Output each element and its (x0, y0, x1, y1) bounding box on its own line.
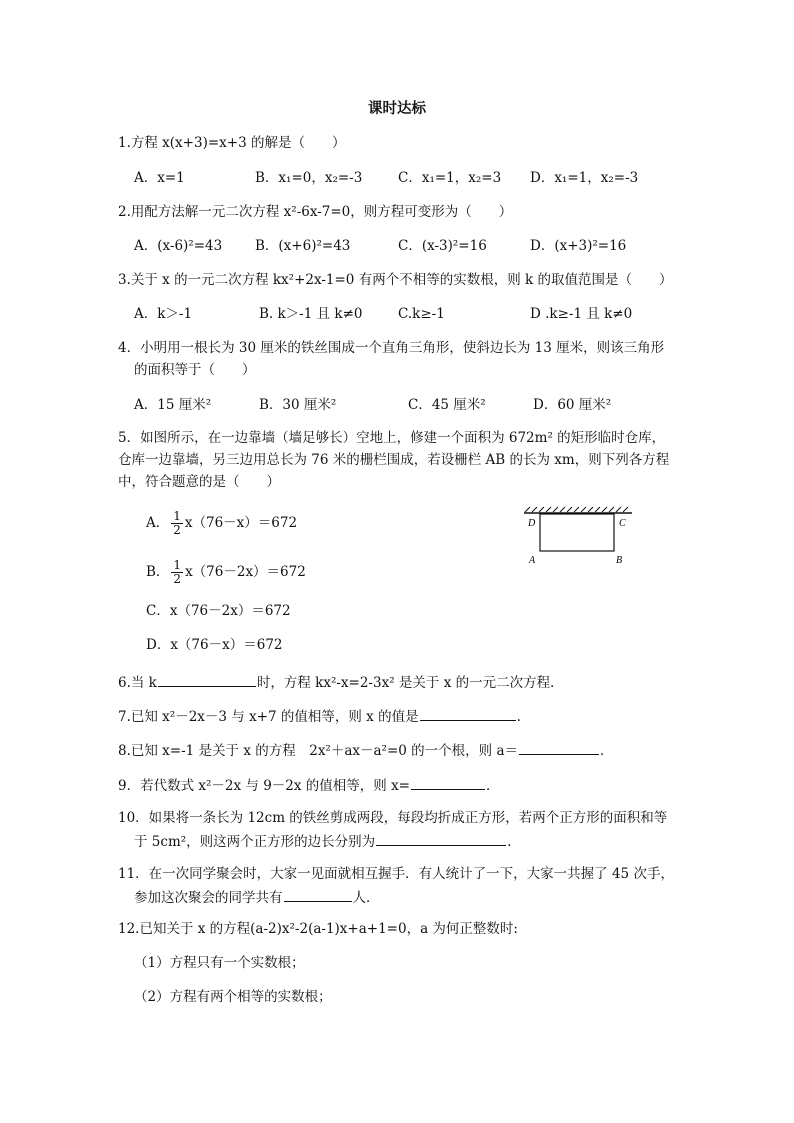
q4-option-d: D．60 厘米² (533, 397, 612, 413)
q5-option-b (146, 559, 306, 586)
point-label-a: A (529, 555, 536, 566)
point-label-b: B (616, 555, 623, 566)
fraction-one-half: $\frac{1}{2}$ (173, 558, 182, 586)
question-12-part-1: （1）方程只有一个实数根； (134, 955, 305, 971)
q4-option-a: A．15 厘米² (134, 397, 212, 413)
q4-option-c: C．45 厘米² (408, 397, 486, 413)
answer-blank[interactable] (411, 775, 485, 790)
question-12-part-2: （2）方程有两个相等的实数根； (134, 989, 332, 1005)
q5-option-a-label: A． (146, 515, 170, 531)
warehouse-diagram (522, 506, 634, 568)
q1-option-d: D．x₁=1，x₂=-3 (530, 170, 639, 186)
question-5-stem: 5．如图所示，在一边靠墙（墙足够长）空地上，修建一个面积为 672m² 的矩形临时仓库， (118, 430, 666, 446)
q5-option-d: D．x（76－x）＝672 (146, 637, 283, 653)
question-6: 6.当 k 时，方程 kx²-x=2-3x² 是关于 x 的一元二次方程． (118, 672, 564, 692)
question-1-stem: 1.方程 x(x+3)=x+3 的解是（ ） (118, 135, 346, 151)
q3-option-a: A．k＞-1 (134, 306, 193, 322)
point-label-d: D (528, 518, 536, 529)
q5-option-a (146, 510, 297, 537)
answer-blank[interactable] (284, 887, 352, 902)
answer-blank[interactable] (158, 672, 256, 687)
q5-option-b-expr: x（76－2x）＝672 (185, 564, 306, 580)
question-4-stem: 4．小明用一根长为 30 厘米的铁丝围成一个直角三角形，使斜边长为 13 厘米，则该三角形 (118, 340, 665, 356)
question-11: 11．在一次同学聚会时，大家一见面就相互握手．有人统计了一下，大家一共握了 45 次手， (118, 866, 674, 882)
question-12-stem: 12.已知关于 x 的方程(a-2)x²-2(a-1)x+a+1=0，a 为何正整数时: (118, 921, 518, 937)
q2-option-d: D．(x+3)²=16 (530, 238, 627, 254)
q1-option-c: C．x₁=1，x₂=3 (398, 170, 502, 186)
question-5-stem-end: 中，符合题意的是（ ） (118, 474, 280, 490)
q1-option-a: A．x=1 (134, 170, 185, 186)
q3-option-d: D .k≥-1 且 k≠0 (530, 306, 633, 322)
question-10: 10．如果将一条长为 12cm 的铁丝剪成两段，每段均折成正方形，若两个正方形的面积和等 (118, 810, 668, 826)
answer-blank[interactable] (519, 740, 599, 755)
fraction-one-half: $\frac{1}{2}$ (173, 509, 181, 537)
q5-option-a-expr: x（76－x）＝672 (184, 515, 298, 531)
question-8: 8.已知 x=-1 是关于 x 的方程 2x²＋ax－a²=0 的一个根，则 a＝ ． (118, 740, 614, 760)
answer-blank[interactable] (420, 706, 516, 721)
question-7: 7.已知 x²－2x－3 与 x+7 的值相等，则 x 的值是 . (118, 706, 521, 726)
q2-option-b: B．(x+6)²=43 (255, 238, 351, 254)
question-3-stem: 3.关于 x 的一元二次方程 kx²+2x-1=0 有两个不相等的实数根，则 k 的取值范围是（ ） (118, 272, 673, 288)
page-title: 课时达标 (368, 100, 426, 117)
q2-option-c: C．(x-3)²=16 (398, 238, 487, 254)
question-9: 9．若代数式 x²－2x 与 9－2x 的值相等，则 x= ． (118, 775, 500, 795)
answer-blank[interactable] (376, 831, 506, 846)
question-2-stem: 2.用配方法解一元二次方程 x²-6x-7=0，则方程可变形为（ ） (118, 204, 513, 220)
question-11-cont: 参加这次聚会的同学共有 人． (134, 887, 380, 907)
q5-option-c: C．x（76－2x）＝672 (146, 603, 291, 619)
q1-option-b: B．x₁=0，x₂=-3 (255, 170, 363, 186)
question-4-stem-cont: 的面积等于（ ） (134, 362, 256, 378)
question-10-cont: 于 5cm²，则这两个正方形的边长分别为 . (134, 831, 511, 851)
q4-option-b: B．30 厘米² (259, 397, 337, 413)
point-label-c: C (619, 518, 626, 529)
q3-option-b: B. k＞-1 且 k≠0 (259, 306, 363, 322)
warehouse-rectangle (540, 514, 614, 551)
question-5-stem-cont: 仓库一边靠墙，另三边用总长为 76 米的栅栏围成，若设栅栏 AB 的长为 xm，则下列各方程 (118, 452, 670, 468)
q2-option-a: A．(x-6)²=43 (134, 238, 223, 254)
wall-hatching (525, 507, 628, 512)
q3-option-c: C.k≥-1 (398, 306, 445, 322)
q5-option-b-label: B． (146, 564, 170, 580)
